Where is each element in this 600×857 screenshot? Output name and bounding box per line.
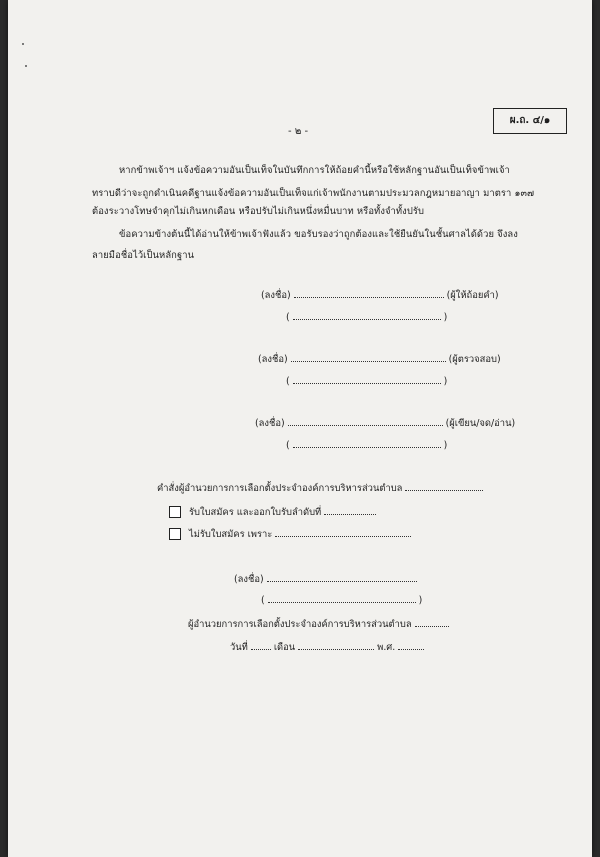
month-field[interactable]: [298, 640, 374, 650]
close-paren: ): [443, 312, 448, 323]
paragraph1-line2: ทราบดีว่าจะถูกดำเนินคดีฐานแจ้งข้อความอันเป็นเท็จแก่เจ้าพนักงานตามประมวลกฎหมายอาญา มาตรา ๑๓๗: [92, 188, 535, 199]
close-paren: ): [418, 595, 423, 606]
director-subdistrict-field[interactable]: [415, 617, 449, 627]
name-line-inspector: [286, 374, 447, 387]
sign-label: (ลงชื่อ): [234, 574, 264, 585]
day-label: วันที่: [230, 642, 248, 653]
day-field[interactable]: [251, 640, 271, 650]
sign-label: (ลงชื่อ): [261, 290, 291, 301]
scan-speck: [22, 43, 24, 45]
signature-field[interactable]: [294, 288, 444, 298]
open-paren: (: [286, 440, 290, 451]
reject-option-label: ไม่รับใบสมัคร เพราะ: [189, 529, 273, 540]
name-line-writer: [286, 438, 447, 451]
name-line-giver: [286, 310, 447, 323]
director-name-line: [261, 593, 422, 606]
director-title-text: ผู้อำนวยการการเลือกตั้งประจำองค์การบริหารส่วนตำบล: [188, 619, 412, 630]
open-paren: (: [286, 312, 290, 323]
signature-field[interactable]: [291, 352, 446, 362]
name-field[interactable]: [293, 374, 441, 384]
signature-line-giver: [261, 288, 499, 303]
accept-checkbox[interactable]: [169, 506, 181, 518]
accept-option-label: รับใบสมัคร และออกใบรับลำดับที่: [189, 507, 322, 518]
page-number: - ๒ -: [288, 126, 309, 137]
paragraph1-line1: หากข้าพเจ้าฯ แจ้งข้อความอันเป็นเท็จในบันทึกการให้ถ้อยคำนี้หรือใช้หลักฐานอันเป็นเท็จข้าพเจ้า: [119, 165, 510, 176]
order-number-field[interactable]: [324, 505, 376, 515]
close-paren: ): [443, 376, 448, 387]
open-paren: (: [261, 595, 265, 606]
role-label: (ผู้ตรวจสอบ): [448, 354, 501, 365]
signature-line-inspector: [258, 352, 501, 367]
paragraph1-line3: ต้องระวางโทษจำคุกไม่เกินหกเดือน หรือปรับไม่เกินหนึ่งหมื่นบาท หรือทั้งจำทั้งปรับ: [92, 206, 425, 217]
accept-option: [189, 505, 376, 520]
director-signature-line: [234, 572, 417, 587]
signature-field[interactable]: [288, 416, 443, 426]
year-label: พ.ศ.: [377, 642, 396, 653]
director-signature-field[interactable]: [267, 572, 417, 582]
scan-speck: [25, 65, 27, 67]
year-field[interactable]: [398, 640, 424, 650]
subdistrict-field[interactable]: [405, 481, 483, 491]
date-line: [230, 640, 424, 655]
name-field[interactable]: [293, 438, 441, 448]
reject-reason-field[interactable]: [275, 527, 411, 537]
order-heading-text: คำสั่งผู้อำนวยการการเลือกตั้งประจำองค์การบริหารส่วนตำบล: [157, 483, 403, 494]
month-label: เดือน: [273, 642, 296, 653]
sign-label: (ลงชื่อ): [255, 418, 285, 429]
director-name-field[interactable]: [268, 593, 416, 603]
sign-label: (ลงชื่อ): [258, 354, 288, 365]
name-field[interactable]: [293, 310, 441, 320]
paragraph2-line2: ลายมือชื่อไว้เป็นหลักฐาน: [92, 250, 195, 261]
order-heading: [157, 481, 483, 496]
role-label: (ผู้ให้ถ้อยคำ): [446, 290, 499, 301]
open-paren: (: [286, 376, 290, 387]
close-paren: ): [443, 440, 448, 451]
reject-checkbox[interactable]: [169, 528, 181, 540]
signature-line-writer: [255, 416, 515, 431]
reject-option: [189, 527, 411, 542]
document-page: [8, 0, 592, 857]
form-code-box: ผ.ถ. ๔/๑: [493, 108, 567, 134]
role-label: (ผู้เขียน/จด/อ่าน): [445, 418, 516, 429]
paragraph2-line1: ข้อความข้างต้นนี้ได้อ่านให้ข้าพเจ้าฟังแล้ว ขอรับรองว่าถูกต้องและใช้ยืนยันในชั้นศาลได้ด้วย จึงลง: [119, 229, 518, 240]
director-title: [188, 617, 449, 632]
